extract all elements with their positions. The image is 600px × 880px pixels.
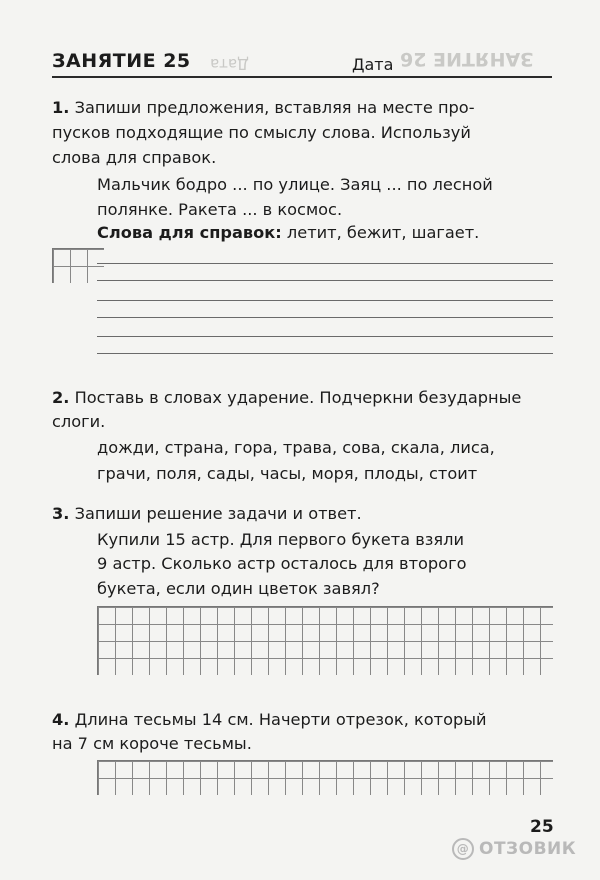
watermark-text: ОТЗОВИК <box>479 839 577 859</box>
exercise-2-line-2: слоги. <box>52 412 106 431</box>
exercise-2-words-2: грачи, поля, сады, часы, моря, плоды, стоит <box>97 464 478 483</box>
answer-line[interactable] <box>97 353 553 354</box>
exercise-3-problem-3: букета, если один цветок завял? <box>97 579 380 598</box>
exercise-3-line-1: 3. Запиши решение задачи и ответ. <box>52 504 362 523</box>
answer-line[interactable] <box>97 336 553 337</box>
exercise-3-answer-grid[interactable] <box>97 606 553 675</box>
page-number: 25 <box>530 817 554 837</box>
title-underline <box>52 76 552 78</box>
exercise-2-number: 2. <box>52 388 70 407</box>
exercise-4-line-1: 4. Длина тесьмы 14 см. Начерти отрезок, который <box>52 710 487 729</box>
exercise-2-line-1: 2. Поставь в словах ударение. Подчеркни безударные <box>52 388 522 407</box>
exercise-1-sentence-2: полянке. Ракета ... в космос. <box>97 200 343 219</box>
answer-line[interactable] <box>97 280 553 281</box>
reference-label: Слова для справок: <box>97 223 282 242</box>
exercise-1-reference <box>97 221 479 245</box>
watermark <box>452 838 576 860</box>
lesson-title: ЗАНЯТИЕ 25 <box>52 50 191 72</box>
exercise-3-number: 3. <box>52 504 70 523</box>
answer-line[interactable] <box>97 300 553 301</box>
exercise-1-line-3: слова для справок. <box>52 148 217 167</box>
date-label: Дата <box>352 55 394 74</box>
exercise-4-answer-grid[interactable] <box>97 760 553 795</box>
exercise-4-number: 4. <box>52 710 70 729</box>
bleed-through-text: ЗАНЯТИЕ 26 <box>400 48 534 70</box>
at-sign-icon: @ <box>452 838 474 860</box>
bleed-through-text: Дата <box>210 55 249 73</box>
exercise-1-line-2: пусков подходящие по смыслу слова. Используй <box>52 123 471 142</box>
exercise-1-sentence-1: Мальчик бодро ... по улице. Заяц ... по лесной <box>97 175 493 194</box>
exercise-1-line-1: 1. Запиши предложения, вставляя на месте про- <box>52 98 475 117</box>
answer-line[interactable] <box>97 317 553 318</box>
exercise-3-problem-2: 9 астр. Сколько астр осталось для второго <box>97 554 467 573</box>
exercise-4-line-2: на 7 см короче тесьмы. <box>52 734 252 753</box>
reference-words: летит, бежит, шагает. <box>286 223 480 242</box>
exercise-3-problem-1: Купили 15 астр. Для первого букета взяли <box>97 530 464 549</box>
exercise-2-words-1: дожди, страна, гора, трава, сова, скала, лиса, <box>97 438 495 457</box>
exercise-1-number: 1. <box>52 98 70 117</box>
exercise-1-margin-grid <box>52 248 104 283</box>
answer-line[interactable] <box>97 263 553 264</box>
